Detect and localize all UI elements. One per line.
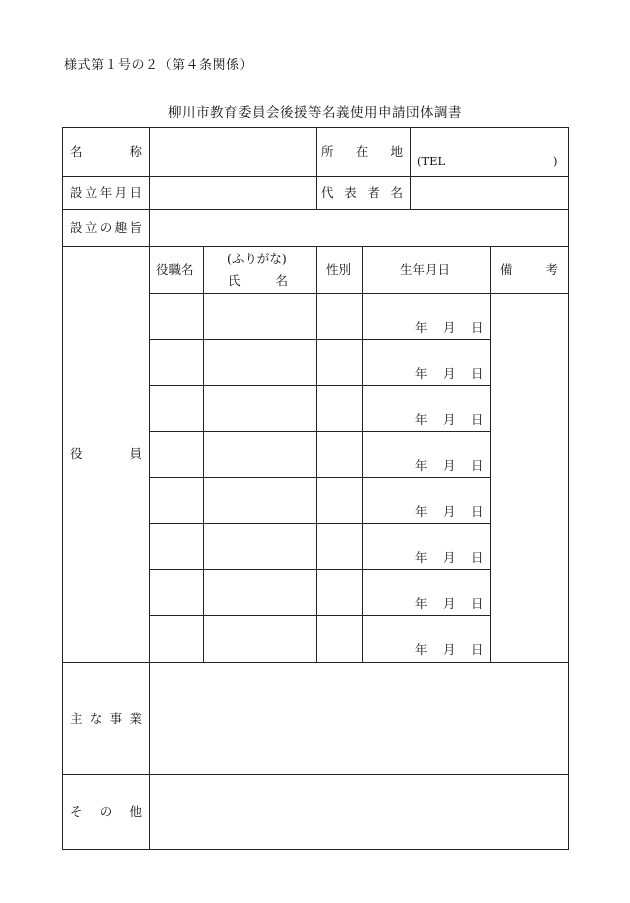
officer-name-field[interactable]: [206, 436, 314, 474]
officer-name-field[interactable]: [206, 574, 314, 612]
established-field[interactable]: [152, 180, 314, 207]
birthdate-unit-month: 月: [443, 642, 456, 657]
tel-open-label: (TEL: [417, 154, 446, 168]
officer-gender-field[interactable]: [319, 620, 360, 658]
form-number-label: 様式第１号の２（第４条関係）: [64, 58, 254, 73]
officer-gender-field[interactable]: [319, 482, 360, 520]
col-header-gender: 性別: [326, 262, 352, 277]
birthdate-unit-day: 日: [471, 504, 484, 519]
officer-name-field[interactable]: [206, 528, 314, 566]
officer-gender-field[interactable]: [319, 298, 360, 336]
birthdate-unit-year: 年: [415, 412, 428, 427]
birthdate-unit-month: 月: [443, 596, 456, 611]
officer-name-field[interactable]: [206, 620, 314, 658]
officer-position-field[interactable]: [152, 344, 201, 382]
birthdate-unit-day: 日: [471, 596, 484, 611]
officer-position-field[interactable]: [152, 528, 201, 566]
birthdate-unit-day: 日: [471, 412, 484, 427]
purpose-field[interactable]: [152, 212, 566, 244]
col-header-remarks: 備 考: [500, 262, 558, 277]
officer-gender-field[interactable]: [319, 528, 360, 566]
officer-position-field[interactable]: [152, 436, 201, 474]
birthdate-unit-month: 月: [443, 504, 456, 519]
name-label: 名 称: [70, 144, 142, 159]
officer-gender-field[interactable]: [319, 436, 360, 474]
officer-name-field[interactable]: [206, 344, 314, 382]
col-header-birthdate: 生年月日: [400, 262, 451, 277]
birthdate-unit-year: 年: [415, 366, 428, 381]
representative-field[interactable]: [413, 180, 566, 207]
officer-position-field[interactable]: [152, 298, 201, 336]
officer-position-field[interactable]: [152, 390, 201, 428]
birthdate-unit-month: 月: [443, 320, 456, 335]
representative-label: 代 表 者 名: [321, 185, 403, 200]
officer-name-field[interactable]: [206, 482, 314, 520]
birthdate-unit-year: 年: [415, 550, 428, 565]
birthdate-unit-month: 月: [443, 366, 456, 381]
tel-field[interactable]: [453, 156, 549, 170]
name-field[interactable]: [152, 130, 314, 174]
other-field[interactable]: [152, 777, 566, 847]
remarks-field[interactable]: [493, 296, 566, 660]
officer-name-field[interactable]: [206, 390, 314, 428]
birthdate-unit-day: 日: [471, 458, 484, 473]
main-business-field[interactable]: [152, 665, 566, 772]
birthdate-unit-year: 年: [415, 642, 428, 657]
officers-label: 役 員: [70, 446, 142, 461]
birthdate-unit-day: 日: [471, 320, 484, 335]
established-label: 設 立 年 月 日: [70, 185, 142, 200]
birthdate-unit-month: 月: [443, 412, 456, 427]
tel-close-label: ): [553, 154, 558, 168]
location-label: 所 在 地: [321, 144, 403, 159]
purpose-label: 設 立 の 趣 旨: [70, 220, 142, 235]
birthdate-unit-day: 日: [471, 550, 484, 565]
officer-name-field[interactable]: [206, 298, 314, 336]
officer-position-field[interactable]: [152, 574, 201, 612]
col-header-furigana: (ふりがな): [227, 251, 287, 266]
location-field[interactable]: [413, 130, 566, 154]
birthdate-unit-year: 年: [415, 320, 428, 335]
birthdate-unit-day: 日: [471, 366, 484, 381]
officer-gender-field[interactable]: [319, 344, 360, 382]
birthdate-unit-month: 月: [443, 550, 456, 565]
birthdate-unit-month: 月: [443, 458, 456, 473]
form-title: 柳川市教育委員会後援等名義使用申請団体調書: [168, 105, 462, 121]
officer-gender-field[interactable]: [319, 574, 360, 612]
col-header-position: 役職名: [156, 262, 194, 277]
officer-gender-field[interactable]: [319, 390, 360, 428]
main-business-label: 主 な 事 業: [70, 711, 142, 726]
officer-position-field[interactable]: [152, 482, 201, 520]
other-label: そ の 他: [70, 804, 142, 819]
birthdate-unit-day: 日: [471, 642, 484, 657]
birthdate-unit-year: 年: [415, 458, 428, 473]
birthdate-unit-year: 年: [415, 596, 428, 611]
col-header-name: 氏 名: [228, 273, 288, 288]
birthdate-unit-year: 年: [415, 504, 428, 519]
officer-position-field[interactable]: [152, 620, 201, 658]
